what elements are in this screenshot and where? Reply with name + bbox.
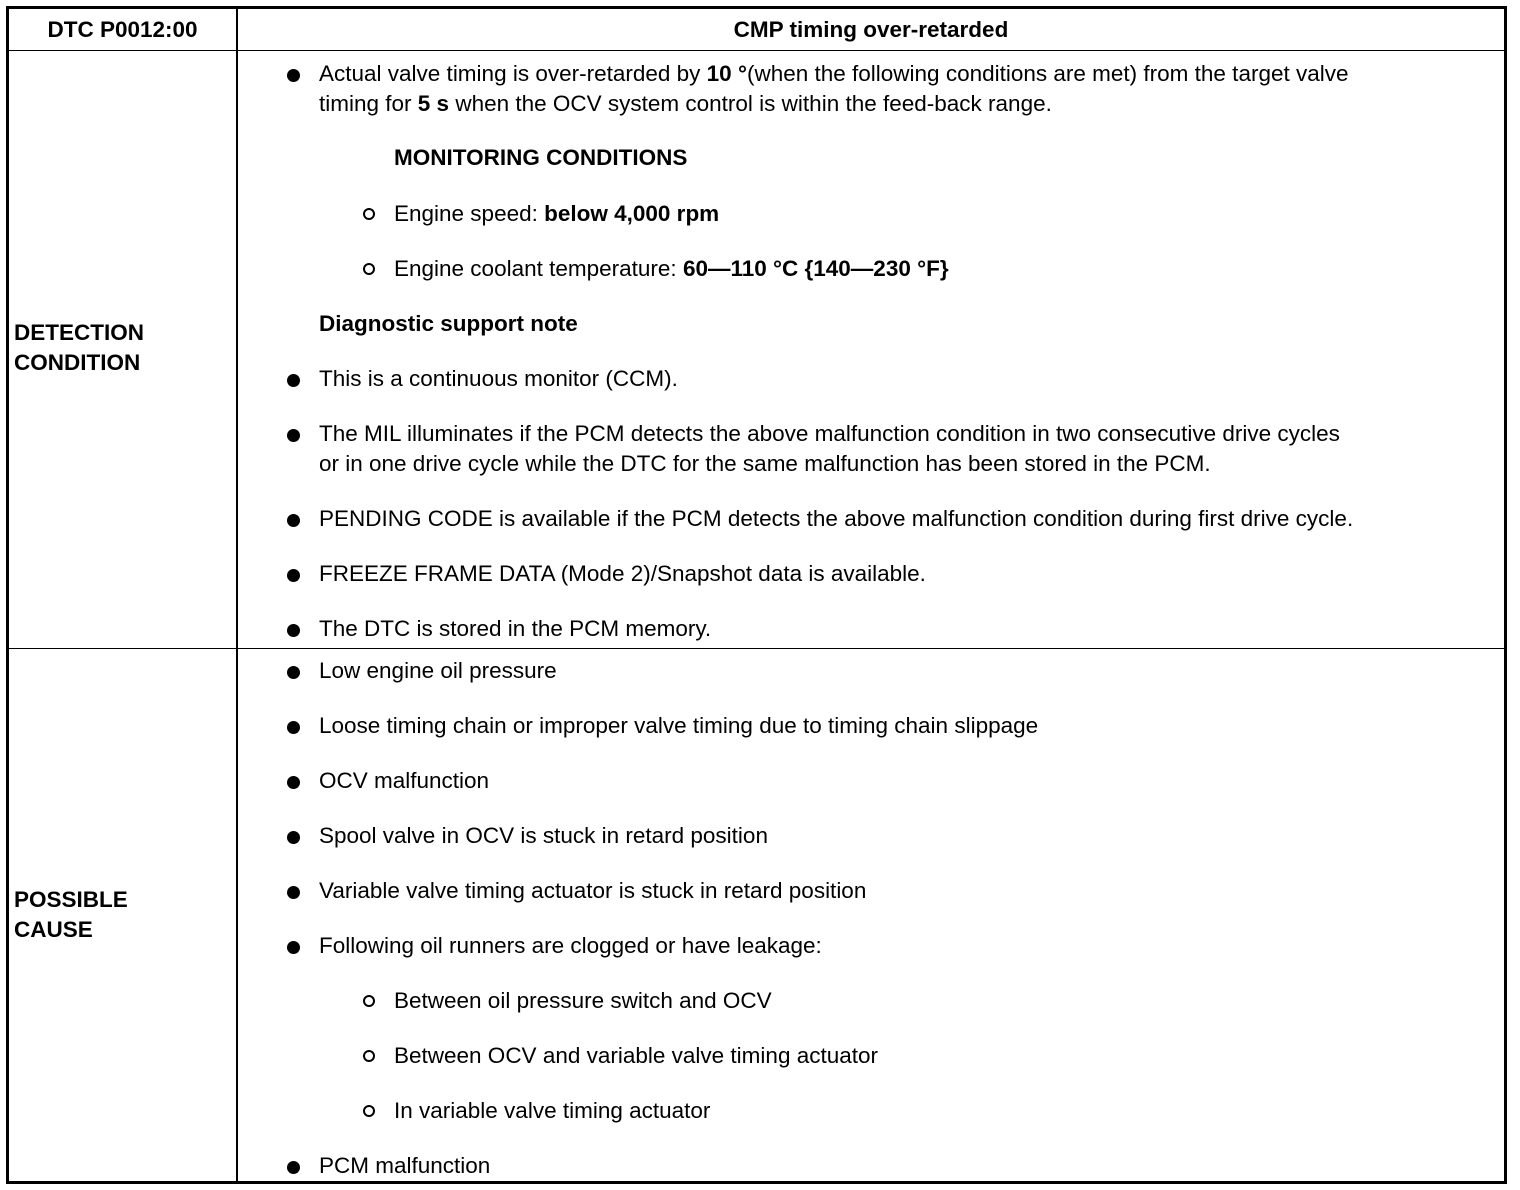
cause-label-line1: POSSIBLE: [14, 887, 128, 912]
cause-sub-item: Between oil pressure switch and OCV: [394, 988, 772, 1013]
condition-engine-speed: Engine speed: below 4,000 rpm: [394, 201, 720, 226]
detection-main-line2: timing for 5 s when the OCV system control is within the feed-back range.: [319, 91, 1052, 116]
dtc-code-header: DTC P0012:00: [47, 17, 198, 42]
bullet-icon: [287, 886, 300, 899]
support-note: The DTC is stored in the PCM memory.: [319, 616, 712, 641]
support-note: or in one drive cycle while the DTC for the same malfunction has been stored in the PCM.: [319, 451, 1211, 476]
diagnostic-support-heading: Diagnostic support note: [319, 311, 578, 336]
circle-bullet-icon: [363, 263, 375, 275]
row-divider: [9, 648, 1504, 649]
cause-sub-item: Between OCV and variable valve timing actuator: [394, 1043, 879, 1068]
cause-item: Variable valve timing actuator is stuck in retard position: [319, 878, 867, 903]
detection-label-line2: CONDITION: [14, 350, 141, 375]
cause-item: OCV malfunction: [319, 768, 490, 793]
bullet-icon: [287, 941, 300, 954]
cause-item: Low engine oil pressure: [319, 658, 557, 683]
support-note: FREEZE FRAME DATA (Mode 2)/Snapshot data is available.: [319, 561, 926, 586]
support-note: The MIL illuminates if the PCM detects the above malfunction condition in two consecutive drive cycles: [319, 421, 1340, 446]
circle-bullet-icon: [363, 1105, 375, 1117]
bullet-icon: [287, 69, 300, 82]
bullet-icon: [287, 776, 300, 789]
detection-condition-label: [14, 318, 144, 378]
bullet-icon: [287, 569, 300, 582]
condition-coolant-temp: Engine coolant temperature: 60—110 °C {140—230 °F}: [394, 256, 949, 281]
circle-bullet-icon: [363, 208, 375, 220]
detection-main-line1: Actual valve timing is over-retarded by 10 °(when the following conditions are met) from the target valve: [319, 61, 1349, 86]
column-divider: [236, 9, 238, 1181]
circle-bullet-icon: [363, 995, 375, 1007]
support-note: This is a continuous monitor (CCM).: [319, 366, 678, 391]
bullet-icon: [287, 666, 300, 679]
bullet-icon: [287, 374, 300, 387]
bullet-icon: [287, 429, 300, 442]
dtc-table: [6, 6, 1507, 1184]
possible-cause-label: [14, 885, 128, 945]
bullet-icon: [287, 624, 300, 637]
cause-sub-item: In variable valve timing actuator: [394, 1098, 711, 1123]
monitoring-conditions-heading: MONITORING CONDITIONS: [394, 145, 688, 170]
cause-item: Spool valve in OCV is stuck in retard position: [319, 823, 768, 848]
dtc-title-header: CMP timing over-retarded: [733, 17, 1009, 42]
header-divider: [9, 50, 1504, 51]
detection-label-line1: DETECTION: [14, 320, 145, 345]
bullet-icon: [287, 1161, 300, 1174]
bullet-icon: [287, 721, 300, 734]
cause-item: Loose timing chain or improper valve timing due to timing chain slippage: [319, 713, 1039, 738]
cause-item-last: PCM malfunction: [319, 1153, 491, 1178]
cause-item: Following oil runners are clogged or have leakage:: [319, 933, 822, 958]
cause-label-line2: CAUSE: [14, 917, 93, 942]
bullet-icon: [287, 831, 300, 844]
bullet-icon: [287, 514, 300, 527]
circle-bullet-icon: [363, 1050, 375, 1062]
support-note: PENDING CODE is available if the PCM detects the above malfunction condition during first drive cycle.: [319, 506, 1354, 531]
